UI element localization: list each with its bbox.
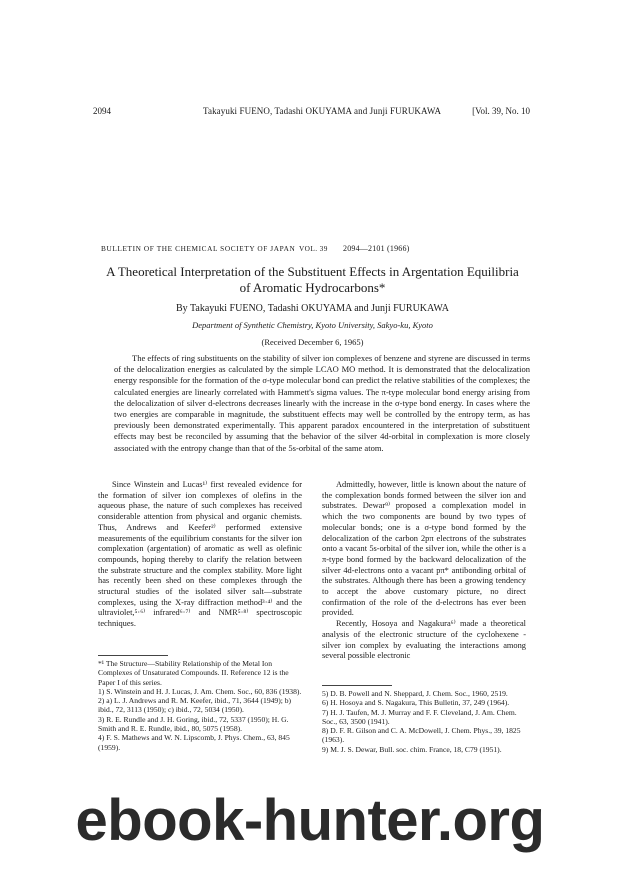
footnote: 8) D. F. R. Gilson and C. A. McDowell, J. Chem. Phys., 39, 1825 (1963). (322, 726, 521, 745)
received-date: (Received December 6, 1965) (261, 337, 364, 347)
running-head (93, 106, 530, 120)
body-paragraph: Admittedly, however, little is known about the nature of the complexation bonds formed between the silver ion and substrates. Dewar⁹⁾ proposed a complexation model in which the two components are bound by two types of molecular bonds; one is a σ-type bond formed by the delocalization of the carbon 2pπ electrons of the substrates onto a vacant 5s-orbital of the silver ion, while the other is a π-type bond formed by the backward delocalization of the silver 4d-electrons onto a vacant pπ* antibonding orbital of the substrates. Although there has been a growing tendency to accept the above customary picture, no direct confirmation of the role of the d-electrons has ever been provided. (322, 480, 526, 618)
body-column-left (98, 480, 302, 630)
body-paragraph: Recently, Hosoya and Nagakura⁶⁾ made a theoretical analysis of the electronic structure of the cyclohexene - silver ion complex by evaluating the interactions among several possible electronic (322, 619, 526, 661)
footnote: 1) S. Winstein and H. J. Lucas, J. Am. Chem. Soc., 60, 836 (1938). (98, 686, 302, 696)
footnote: 6) H. Hosoya and S. Nagakura, This Bulletin, 37, 249 (1964). (322, 698, 510, 708)
article-title: A Theoretical Interpretation of the Substituent Effects in Argentation Equilibria of Aromatic Hydrocarbons* (106, 264, 519, 295)
running-head-volume: [Vol. 39, No. 10 (472, 106, 530, 116)
footnote: 7) H. J. Taufen, M. J. Murray and F. F. Cleveland, J. Am. Chem. Soc., 63, 3500 (1941). (322, 707, 517, 726)
author-byline: By Takayuki FUENO, Tadashi OKUYAMA and Junji FURUKAWA (176, 303, 449, 314)
watermark-text: ebook-hunter.org (75, 788, 545, 853)
journal-pages: 2094—2101 (1966) (343, 244, 410, 253)
footnote: 2) a) L. J. Andrews and R. M. Keefer, ibid., 71, 3644 (1949); b) ibid., 72, 3113 (1950); c) ibid., 72, 5034 (1950). (98, 696, 292, 715)
journal-name: BULLETIN OF THE CHEMICAL SOCIETY OF JAPAN (101, 244, 296, 253)
page-number: 2094 (93, 106, 111, 116)
footnote: 4) F. S. Mathews and W. N. Lipscomb, J. Phys. Chem., 63, 845 (1959). (98, 733, 290, 752)
author-affiliation: Department of Synthetic Chemistry, Kyoto University, Sakyo-ku, Kyoto (192, 320, 433, 330)
footnote: 5) D. B. Powell and N. Sheppard, J. Chem. Soc., 1960, 2519. (322, 689, 508, 698)
footnote-divider (98, 655, 168, 656)
footnotes-left (98, 659, 302, 752)
journal-volume: VOL. 39 (299, 244, 328, 253)
body-paragraph: Since Winstein and Lucas¹⁾ first revealed evidence for the formation of silver ion complexes of olefins in the aqueous phase, the nature of such complexes has received considerable attention from physical and organic chemists. Thus, Andrews and Keefer²⁾ performed extensive measurements of the equilibrium constants for the silver ion complexation (argentation) of aromatic as well as olefinic compounds, hoping thereby to clarify the relation between the substrate structure and the complex stability. More light has recently been shed on these complexes through the structural studies of the isolated silver salt—substrate complexes, using the X-ray diffraction method³·⁴⁾ and the ultraviolet,⁵·⁶⁾ infrared⁶·⁷⁾ and NMR⁵·⁸⁾ spectroscopic techniques. (98, 480, 302, 629)
footnote: 3) R. E. Rundle and J. H. Goring, ibid., 72, 5337 (1950); H. G. Smith and R. E. Rundle, ibid., 80, 5075 (1958). (98, 714, 289, 734)
footnote-divider (322, 685, 392, 686)
footnotes-right (322, 689, 526, 754)
footnote: *¹ The Structure—Stability Relationship of the Metal Ion Complexes of Unsaturated Compounds. II. Reference 12 is the Paper I of this series. (98, 659, 289, 687)
body-column-right (322, 480, 526, 662)
abstract: The effects of ring substituents on the stability of silver ion complexes of benzene and styrene are discussed in terms of the delocalization energies as calculated by the simple LCAO MO method. It is demonstrated that the delocalization energy responsible for the formation of the σ-type molecular bond can predict the relative stabilities of the complexes; the calculated energies are linearly correlated with Hammett's sigma values. The π-type molecular bond energy arising from the delocalization of silver d-electrons decreases linearly with the increase in the σ-type bond energy. In cases where the two energies are comparable in magnitude, the substituent effects may well be controlled by the entropy term, as has previously been demonstrated experimentally. This apparent paradox encountered in the interpretation of substituent effects may best be reconciled by assuming that the behavior of the silver 4d-orbital in complexation is more closely associated with the entropy change than that of the 5s-orbital of the same atom. (114, 353, 530, 453)
running-head-authors: Takayuki FUENO, Tadashi OKUYAMA and Junji FURUKAWA (203, 106, 442, 116)
footnote: 9) M. J. S. Dewar, Bull. soc. chim. France, 18, C79 (1951). (322, 744, 502, 754)
